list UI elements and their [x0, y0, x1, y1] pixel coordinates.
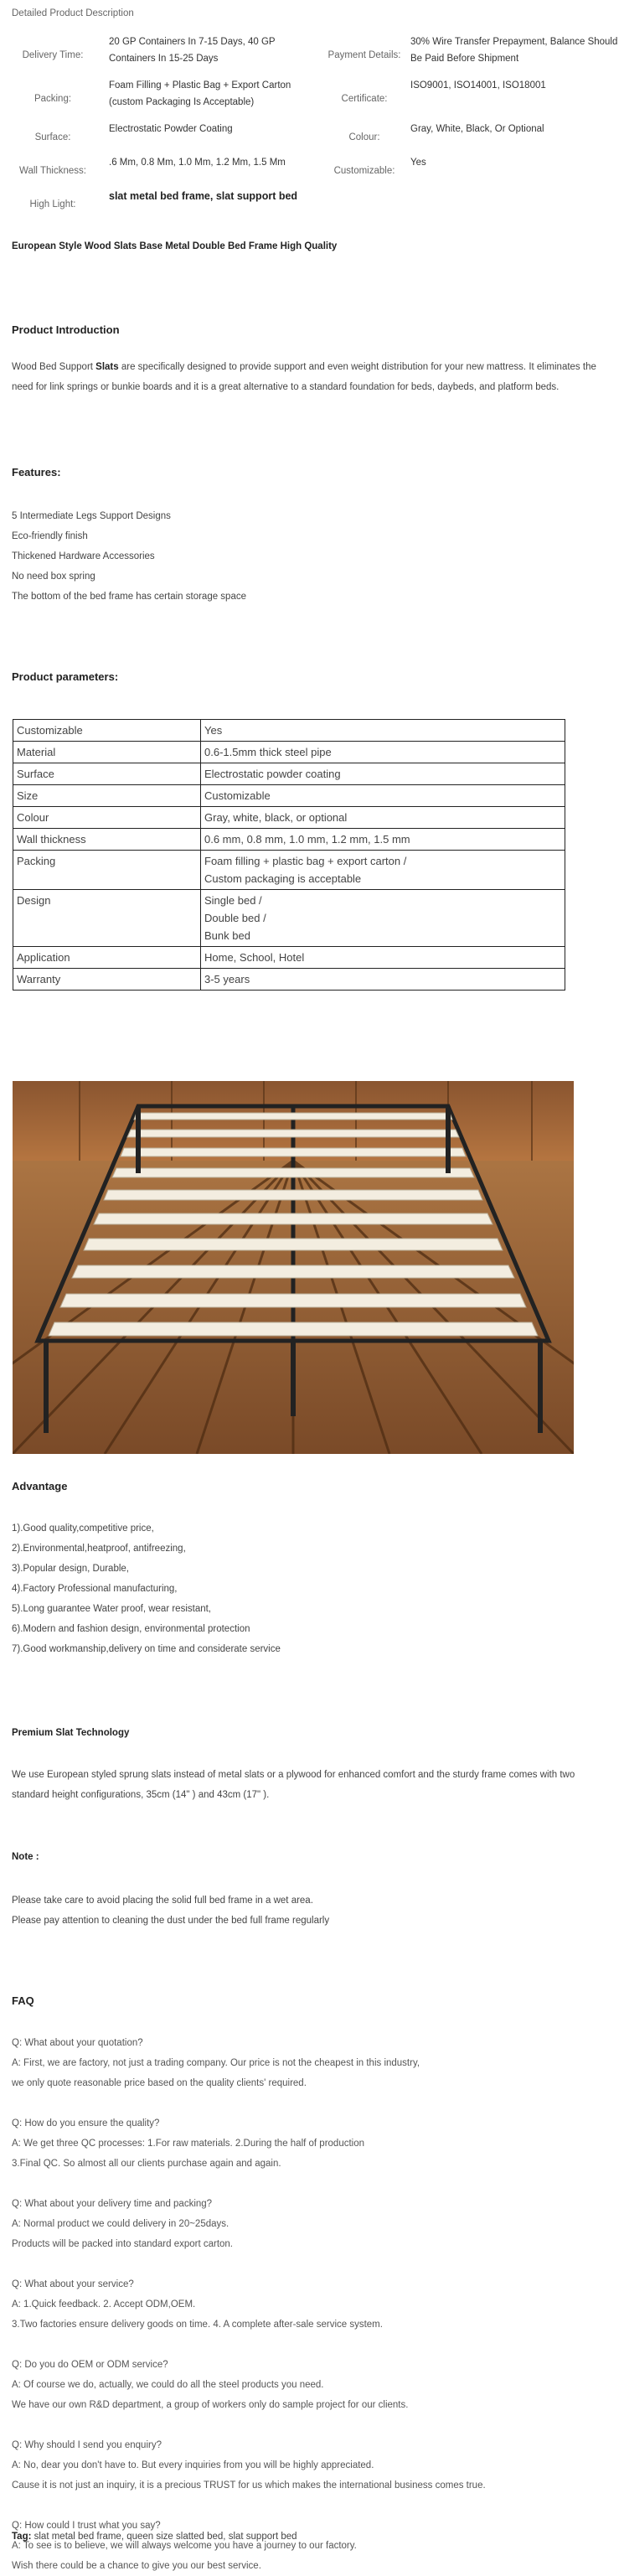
product-headline: European Style Wood Slats Base Metal Double Bed Frame High Quality — [12, 241, 338, 251]
intro-text-bold: Slats — [95, 362, 119, 372]
list-item: 7).Good workmanship,delivery on time and considerate service — [12, 1644, 281, 1654]
spec-value: .6 Mm, 0.8 Mm, 1.0 Mm, 1.2 Mm, 1.5 Mm — [109, 158, 286, 168]
premium-title: Premium Slat Technology — [12, 1728, 130, 1738]
spec-value: ISO9001, ISO14001, ISO18001 — [410, 80, 546, 91]
faq-answer: 3.Two factories ensure delivery goods on time. 4. A complete after-sale service system. — [12, 2320, 383, 2330]
list-item: 5 Intermediate Legs Support Designs — [12, 511, 171, 521]
spec-key: Delivery Time: — [22, 50, 84, 60]
table-row — [13, 890, 565, 947]
faq-answer: A: Of course we do, actually, we could do all the steel products you need. — [12, 2380, 324, 2390]
spec-key: Customizable: — [333, 166, 395, 176]
list-item: Eco-friendly finish — [12, 531, 88, 541]
highlight-label: High Light: — [29, 199, 76, 209]
table-cell: Home, School, Hotel — [201, 947, 565, 969]
spec-value: Yes — [410, 158, 426, 168]
faq-answer: Products will be packed into standard export carton. — [12, 2239, 234, 2249]
table-row — [13, 742, 565, 763]
table-cell: 3-5 years — [201, 969, 565, 991]
table-cell: Application — [13, 947, 201, 969]
table-cell — [201, 851, 565, 890]
table-cell: Material — [13, 742, 201, 763]
spec-table — [7, 34, 622, 221]
spec-row — [7, 77, 622, 121]
features-title: Features: — [12, 466, 61, 478]
advantage-list — [12, 1518, 281, 1659]
cell-line: Single bed / — [204, 894, 262, 907]
faq-answer: A: 1.Quick feedback. 2. Accept ODM,OEM. — [12, 2299, 196, 2310]
table-row — [13, 785, 565, 807]
faq-question: Q: Do you do OEM or ODM service? — [12, 2360, 168, 2370]
premium-text: We use European styled sprung slats instead of metal slats or a plywood for enhanced comfort and the sturdy frame comes with two standard height configurations, 35cm (14" ) and 43cm (17" ). — [12, 1770, 575, 1800]
list-item: 6).Modern and fashion design, environmental protection — [12, 1624, 250, 1634]
table-row — [13, 807, 565, 829]
table-row — [13, 851, 565, 890]
table-cell: Gray, white, black, or optional — [201, 807, 565, 829]
tag-line: Tag: slat metal bed frame, queen size slatted bed, slat support bed — [12, 2532, 297, 2542]
faq-answer: A: Normal product we could delivery in 20~25days. — [12, 2219, 229, 2229]
spec-key: Colour: — [348, 132, 380, 142]
list-item: The bottom of the bed frame has certain storage space — [12, 592, 246, 602]
spec-row — [7, 121, 622, 154]
list-item: No need box spring — [12, 572, 95, 582]
params-title: Product parameters: — [12, 670, 119, 683]
spec-row — [7, 188, 622, 221]
faq-question: Q: How do you ensure the quality? — [12, 2118, 160, 2129]
spec-value: 20 GP Containers In 7-15 Days, 40 GP Containers In 15-25 Days — [109, 37, 276, 64]
table-row — [13, 829, 565, 851]
params-table — [13, 719, 565, 991]
tag-link[interactable]: slat metal bed frame — [34, 2532, 121, 2542]
table-cell: Design — [13, 890, 201, 947]
bed-frame-image — [13, 1081, 574, 1454]
list-item: 2).Environmental,heatproof, antifreezing, — [12, 1544, 186, 1554]
cell-line: Foam filling + plastic bag + export carton / — [204, 855, 407, 867]
faq-item — [12, 2516, 615, 2576]
faq-answer: we only quote reasonable price based on the quality clients' required. — [12, 2078, 307, 2088]
faq-question: Q: Why should I send you enquiry? — [12, 2440, 162, 2450]
list-item: Thickened Hardware Accessories — [12, 551, 155, 561]
spec-row — [7, 154, 622, 188]
table-cell: Customizable — [13, 720, 201, 742]
table-cell: Electrostatic powder coating — [201, 763, 565, 785]
tag-label: Tag: — [12, 2532, 32, 2542]
list-item: 3).Popular design, Durable, — [12, 1564, 129, 1574]
intro-text-pre: Wood Bed Support — [12, 362, 96, 372]
list-item: Please pay attention to cleaning the dust under the bed full frame regularly — [12, 1916, 330, 1926]
faq-list — [12, 2033, 615, 2576]
faq-answer: 3.Final QC. So almost all our clients purchase again and again. — [12, 2159, 281, 2169]
table-cell: Surface — [13, 763, 201, 785]
features-list — [12, 506, 246, 607]
spec-value: Electrostatic Powder Coating — [109, 124, 233, 134]
faq-question: Q: What about your quotation? — [12, 2038, 143, 2048]
list-item: 4).Factory Professional manufacturing, — [12, 1584, 178, 1594]
faq-item — [12, 2113, 615, 2174]
note-list — [12, 1891, 329, 1931]
list-item: 1).Good quality,competitive price, — [12, 1523, 154, 1534]
faq-question: Q: What about your service? — [12, 2279, 134, 2289]
spec-value: Foam Filling + Plastic Bag + Export Carton (custom Packaging Is Acceptable) — [109, 80, 291, 107]
faq-item — [12, 2033, 615, 2093]
spec-key: Certificate: — [341, 94, 388, 104]
table-row — [13, 720, 565, 742]
spec-key: Wall Thickness: — [19, 166, 86, 176]
table-cell: Customizable — [201, 785, 565, 807]
faq-item — [12, 2355, 615, 2415]
table-row — [13, 969, 565, 991]
spec-key: Packing: — [34, 94, 72, 104]
table-row — [13, 947, 565, 969]
spec-key: Surface: — [34, 132, 71, 142]
table-cell: Packing — [13, 851, 201, 890]
cell-line: Bunk bed — [204, 929, 250, 942]
table-cell: Warranty — [13, 969, 201, 991]
table-cell: Wall thickness — [13, 829, 201, 851]
cell-line: Custom packaging is acceptable — [204, 872, 362, 885]
intro-text-post: are specifically designed to provide support and even weight distribution for your new mattress. It eliminates the need for link springs or bunkie boards and it is a great alternative to a standard foundation for beds, daybeds, and platform beds. — [12, 362, 596, 392]
faq-answer: A: No, dear you don't have to. But every inquiries from you will be highly appreciated. — [12, 2460, 374, 2470]
tag-link[interactable]: slat support bed — [228, 2532, 297, 2542]
list-item: Please take care to avoid placing the solid full bed frame in a wet area. — [12, 1896, 313, 1906]
faq-item — [12, 2435, 615, 2496]
spec-key: Payment Details: — [327, 50, 401, 60]
table-cell: Colour — [13, 807, 201, 829]
faq-answer: A: We get three QC processes: 1.For raw materials. 2.During the half of production — [12, 2139, 365, 2149]
faq-title: FAQ — [12, 1994, 34, 2007]
table-cell: Size — [13, 785, 201, 807]
list-item: 5).Long guarantee Water proof, wear resistant, — [12, 1604, 212, 1614]
table-cell: 0.6 mm, 0.8 mm, 1.0 mm, 1.2 mm, 1.5 mm — [201, 829, 565, 851]
intro-title: Product Introduction — [12, 323, 120, 336]
highlight-value: slat metal bed frame, slat support bed — [109, 190, 298, 202]
spec-value: 30% Wire Transfer Prepayment, Balance Should Be Paid Before Shipment — [410, 37, 618, 64]
note-title: Note : — [12, 1852, 39, 1862]
detailed-title: Detailed Product Description — [12, 8, 134, 18]
intro-paragraph — [12, 357, 615, 397]
tag-link[interactable]: queen size slatted bed — [126, 2532, 224, 2542]
faq-answer: Cause it is not just an inquiry, it is a precious TRUST for us which makes the international business comes true. — [12, 2480, 486, 2491]
table-cell — [201, 890, 565, 947]
faq-answer: A: First, we are factory, not just a trading company. Our price is not the cheapest in this industry, — [12, 2058, 420, 2068]
faq-question: Q: How could I trust what you say? — [12, 2521, 161, 2531]
spec-row — [7, 34, 622, 77]
table-cell: Yes — [201, 720, 565, 742]
advantage-title: Advantage — [12, 1480, 68, 1492]
cell-line: Double bed / — [204, 912, 266, 924]
table-cell: 0.6-1.5mm thick steel pipe — [201, 742, 565, 763]
faq-question: Q: What about your delivery time and packing? — [12, 2199, 213, 2209]
faq-answer: A: To see is to believe, we will always welcome you have a journey to our factory. — [12, 2541, 357, 2551]
faq-item — [12, 2274, 615, 2335]
table-row — [13, 763, 565, 785]
faq-item — [12, 2194, 615, 2254]
bed-frame-photo — [13, 1081, 574, 1454]
faq-answer: Wish there could be a chance to give you our best service. — [12, 2561, 261, 2571]
spec-value: Gray, White, Black, Or Optional — [410, 124, 544, 134]
faq-answer: We have our own R&D department, a group of workers only do sample project for our clients. — [12, 2400, 409, 2410]
